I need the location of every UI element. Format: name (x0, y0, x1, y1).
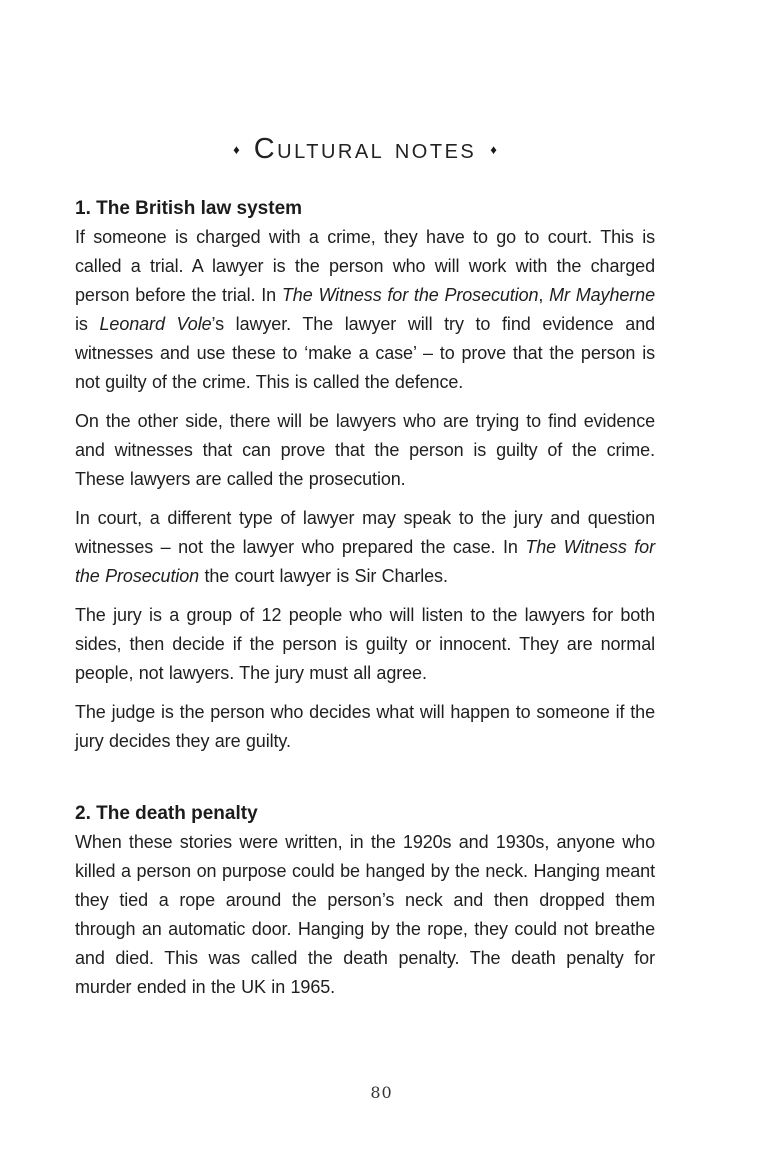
section-british-law-system (75, 194, 655, 756)
paragraph-death-penalty: When these stories were written, in the 1920s and 1930s, anyone who killed a person on purpose could be hanged by the neck. Hanging meant they tied a rope around the person’s neck and then dropped them through an automatic door. Hanging by the rope, they could not breathe and died. This was called the death penalty. The death penalty for murder ended in the UK in 1965. (75, 832, 655, 997)
page-number: 80 (370, 1083, 393, 1102)
paragraph-jury: The jury is a group of 12 people who will listen to the lawyers for both sides, then decide if the person is guilty or innocent. They are normal people, not lawyers. The jury must all agree. (75, 605, 655, 683)
diamond-icon: ♦ (233, 142, 240, 157)
page-title-text: Cultural notes (253, 133, 477, 165)
text-block (75, 0, 655, 1012)
page-title (75, 135, 655, 164)
paragraph-trial-defence: If someone is charged with a crime, they have to go to court. This is called a trial. A lawyer is the person who will work with the charged person before the trial. In The Witness for the Prosecution, Mr Mayherne is Leonard Vole’s lawyer. The lawyer will try to find evidence and witnesses and use these to ‘make a case’ – to prove that the person is not guilty of the crime. This is called the defence. (75, 227, 656, 392)
section-heading-death-penalty: 2. The death penalty (75, 803, 258, 824)
diamond-icon: ♦ (490, 142, 497, 157)
paragraph-judge: The judge is the person who decides what will happen to someone if the jury decides they are guilty. (75, 702, 655, 751)
paragraph-court-lawyer: In court, a different type of lawyer may speak to the jury and question witnesses – not the lawyer who prepared the case. In The Witness for the Prosecution the court lawyer is Sir Charles. (75, 508, 655, 586)
section-heading-british-law-system: 1. The British law system (75, 198, 303, 219)
paragraph-prosecution: On the other side, there will be lawyers who are trying to find evidence and witnesses that can prove that the person is guilty of the crime. These lawyers are called the prosecution. (75, 411, 655, 489)
section-death-penalty (75, 799, 655, 1002)
